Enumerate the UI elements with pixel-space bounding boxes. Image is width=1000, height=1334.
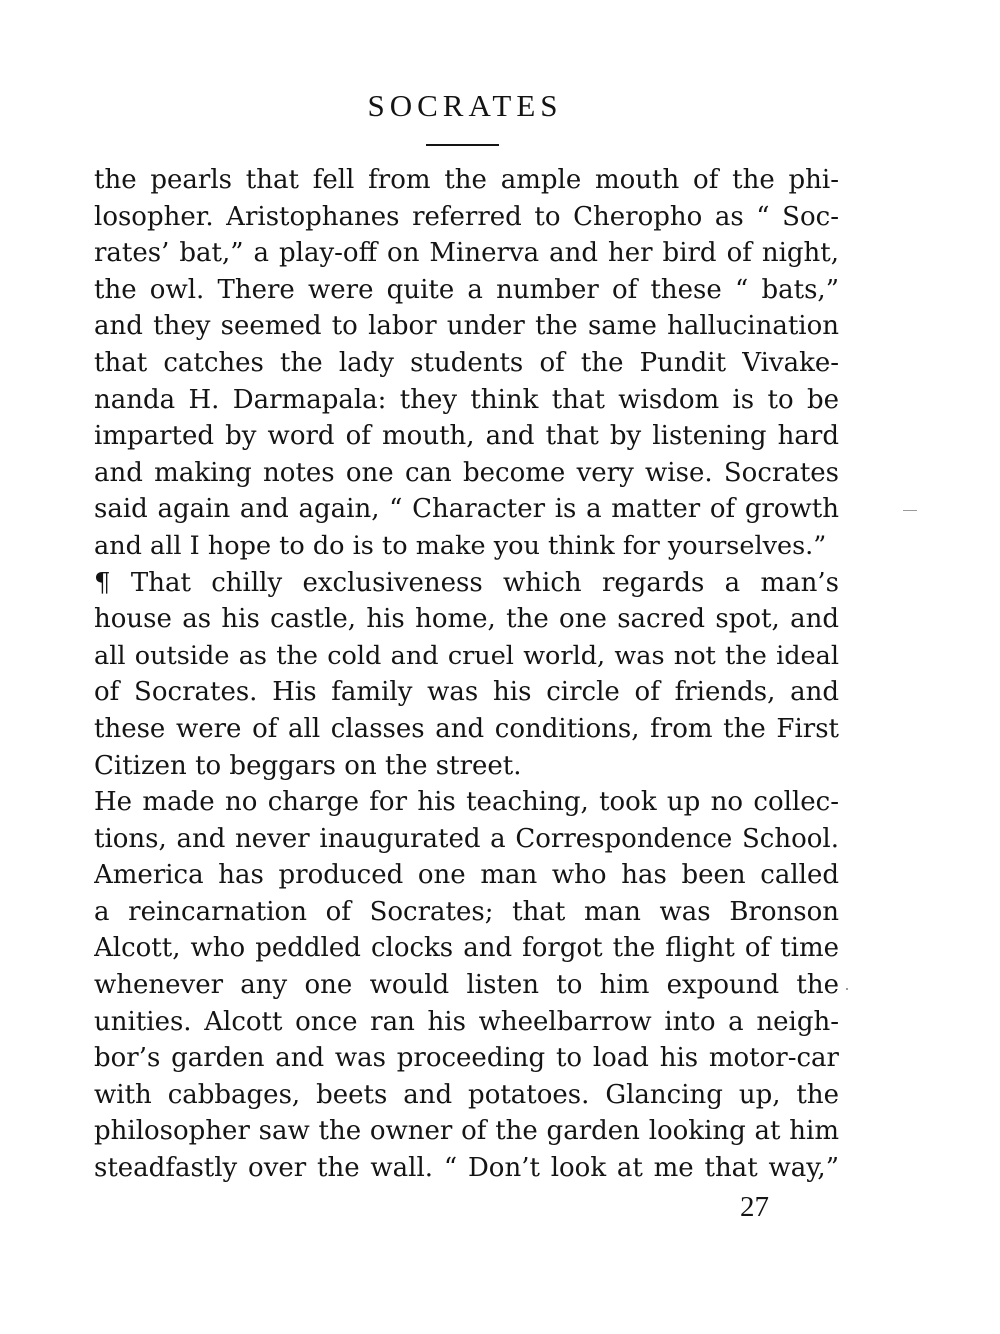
text-line: said again and again, “ Character is a matter of growth [94, 494, 839, 525]
text-line: house as his castle, his home, the one sacred spot, and [94, 604, 839, 635]
running-head: SOCRATES [367, 88, 563, 123]
page-number: 27 [740, 1191, 769, 1223]
text-line: Alcott, who peddled clocks and forgot the flight of time [94, 933, 839, 964]
text-line: America has produced one man who has been called [94, 860, 839, 891]
text-line: tions, and never inaugurated a Correspondence School. [94, 823, 839, 854]
text-line: these were of all classes and conditions, from the First [94, 713, 839, 744]
text-line: nanda H. Darmapala: they think that wisdom is to be [94, 384, 839, 415]
text-line: of Socrates. His family was his circle of friends, and [94, 677, 839, 708]
text-line: bor’s garden and was proceeding to load his motor-car [94, 1043, 839, 1074]
text-line: and they seemed to labor under the same hallucination [94, 311, 839, 342]
text-line: Citizen to beggars on the street. [94, 750, 522, 781]
text-line: ¶ That chilly exclusiveness which regards a man’s [94, 567, 839, 598]
text-line: steadfastly over the wall. “ Don’t look at me that way,” [94, 1153, 839, 1184]
text-line: rates’ bat,” a play-off on Minerva and her bird of night, [94, 238, 839, 269]
head-rule [426, 144, 499, 146]
margin-mark [903, 510, 917, 511]
text-line: and making notes one can become very wise. Socrates [94, 457, 839, 488]
text-line: and all I hope to do is to make you think for yourselves.” [94, 530, 827, 561]
text-line: the owl. There were quite a number of these “ bats,” [94, 274, 839, 305]
text-line: whenever any one would listen to him expound the [94, 970, 839, 1001]
text-line: with cabbages, beets and potatoes. Glancing up, the [94, 1079, 839, 1110]
text-line: the pearls that fell from the ample mouth of the phi- [94, 165, 839, 195]
text-line: He made no charge for his teaching, took up no collec- [94, 787, 839, 818]
body-text [94, 162, 839, 1187]
margin-dot [846, 988, 848, 990]
text-line: philosopher saw the owner of the garden looking at him [94, 1116, 839, 1147]
text-line: that catches the lady students of the Pundit Vivake- [94, 347, 839, 378]
text-line: all outside as the cold and cruel world, was not the ideal [94, 640, 839, 671]
text-line: losopher. Aristophanes referred to Cheropho as “ Soc- [94, 201, 839, 232]
text-line: unities. Alcott once ran his wheelbarrow into a neigh- [94, 1006, 839, 1037]
text-line: a reincarnation of Socrates; that man was Bronson [94, 896, 839, 927]
text-line: imparted by word of mouth, and that by listening hard [94, 421, 839, 452]
